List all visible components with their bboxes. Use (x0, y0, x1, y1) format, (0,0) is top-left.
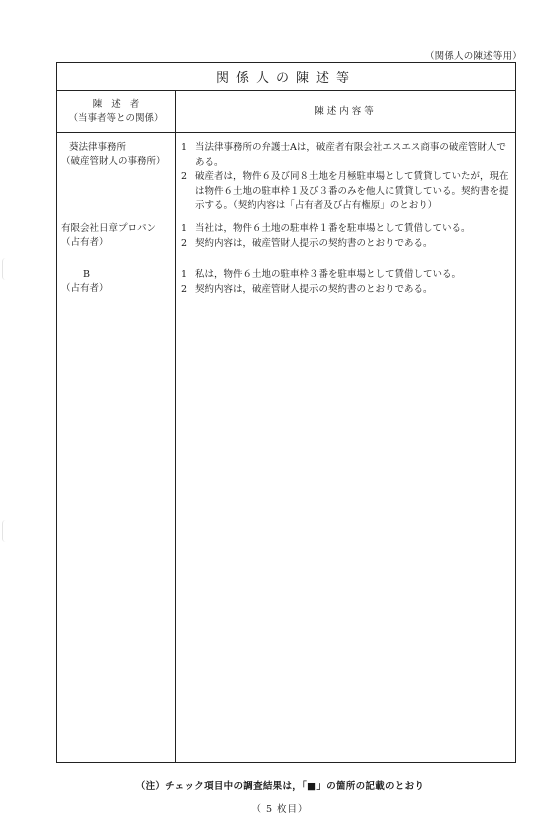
statement-item (181, 268, 511, 283)
item-text: 破産者は，物件６及び同８土地を月極駐車場として賃貸していたが，現在は物件６土地の駐車枠１及び３番のみを他人に賃貸している。契約書を提示する。（契約内容は「占有者及び占有権原」のとおり） (195, 171, 509, 211)
speaker-name: B (83, 269, 90, 280)
item-number: 2 (181, 171, 188, 182)
statement-cell (181, 222, 511, 251)
header-relation-label: （当事者等との関係） (68, 113, 164, 124)
item-text: 契約内容は，破産管財人提示の契約書のとおりである。 (195, 237, 433, 249)
header-speaker (57, 98, 175, 126)
item-number: 1 (181, 269, 188, 280)
punch-hole-mark (2, 258, 9, 280)
speaker-cell (61, 268, 173, 296)
footnote: （注）チェック項目中の調査結果は，「■」の箇所の記載のとおり (135, 781, 425, 792)
page-number: （ 5 枚目） (251, 804, 309, 815)
header-speaker-label: 陳述者 (92, 99, 149, 110)
page-title: 関係人の陳述等 (215, 71, 356, 86)
title-row (57, 63, 515, 91)
header-content-label: 陳述内容等 (314, 106, 377, 117)
column-divider (175, 90, 176, 762)
speaker-cell (61, 141, 173, 169)
punch-hole-mark (2, 520, 9, 542)
item-text: 契約内容は，破産管財人提示の契約書のとおりである。 (195, 283, 433, 295)
speaker-name: 葵法律事務所 (69, 142, 127, 153)
statement-cell (181, 268, 511, 297)
statement-cell (181, 141, 511, 214)
speaker-relation: （占有者） (61, 237, 109, 248)
speaker-relation: （破産管財人の事務所） (61, 156, 166, 167)
item-text: 当法律事務所の弁護士Aは，破産者有限会社エスエス商事の破産管財人である。 (195, 142, 506, 168)
item-text: 当社は，物件６土地の駐車枠１番を駐車場として賃借している。 (195, 223, 471, 234)
statement-item (181, 237, 511, 252)
speaker-relation: （占有者） (61, 283, 109, 294)
item-number: 1 (181, 223, 188, 234)
statement-item (181, 170, 511, 214)
statement-item (181, 222, 511, 237)
item-number: 2 (181, 283, 188, 295)
speaker-cell (61, 222, 173, 250)
header-row (57, 90, 515, 133)
statement-item (181, 141, 511, 170)
statement-item (181, 283, 511, 298)
item-number: 1 (181, 142, 188, 153)
item-text: 私は，物件６土地の駐車枠３番を駐車場として賃借している。 (195, 269, 462, 280)
form-type-label: （関係人の陳述等用） (424, 51, 522, 62)
item-number: 2 (181, 237, 188, 249)
statement-table (56, 62, 516, 763)
speaker-name: 有限会社日章プロパン (61, 223, 157, 234)
